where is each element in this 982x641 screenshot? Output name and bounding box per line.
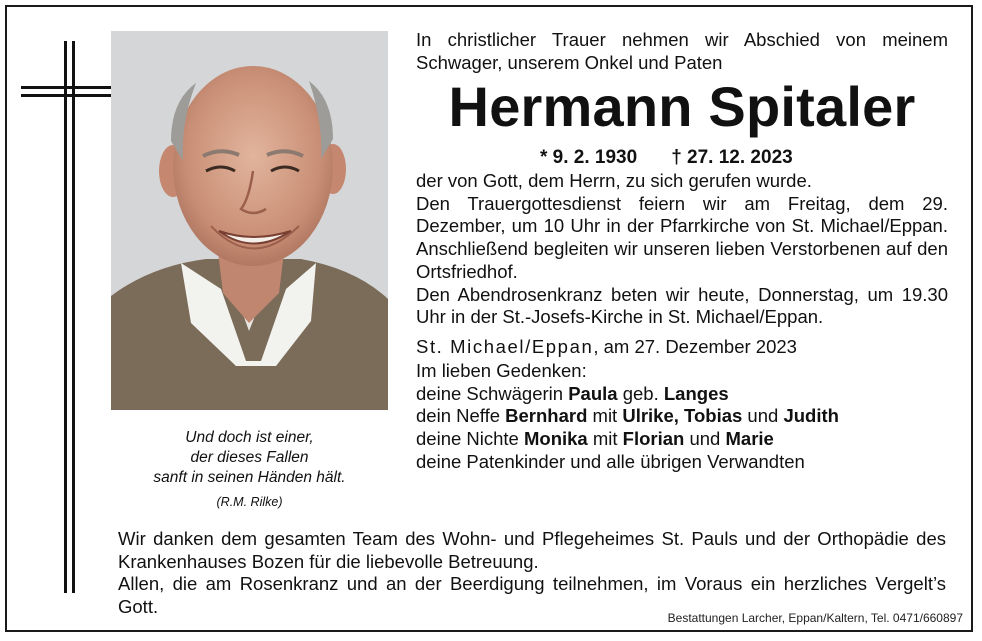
death-date: † 27. 12. 2023 (671, 147, 793, 168)
thanks-paragraph: Allen, die am Rosenkranz und an der Beerdigung teilnehmen, im Voraus ein herzliches Vergelt’s Gott. (118, 573, 946, 617)
quote-line: Und doch ist einer, (185, 429, 314, 446)
quote-source: (R.M. Rilke) (216, 495, 283, 509)
memory-heading: Im lieben Gedenken: (416, 359, 587, 381)
quote-line: sanft in seinen Händen hält. (153, 469, 346, 486)
place-date (416, 335, 948, 358)
mourner-line (416, 383, 948, 406)
mourner-name: Langes (663, 382, 729, 404)
called-text: der von Gott, dem Herrn, zu sich gerufen wurde. (416, 170, 812, 191)
notice-text (416, 28, 948, 473)
mourner-name: Bernhard (505, 405, 588, 427)
mourner-text: mit (587, 405, 623, 427)
intro-text: In christlicher Trauer nehmen wir Abschied von meinem Schwager, unserem Onkel und Paten (416, 29, 948, 73)
mourner-relation: dein Neffe (416, 405, 506, 427)
place-name: St. Michael/Eppan (416, 335, 594, 357)
mourner-line: deine Patenkinder und alle übrigen Verwandten (416, 450, 805, 472)
thanks-text (118, 528, 946, 618)
mourner-text: und (684, 428, 726, 450)
life-dates (416, 146, 948, 170)
mourner-text: mit (587, 428, 623, 450)
mourner-name: Monika (523, 428, 588, 450)
mourner-line (416, 428, 948, 451)
mourner-relation: deine Schwägerin (416, 382, 569, 404)
mourner-text: geb. (617, 382, 664, 404)
obituary-frame (5, 5, 973, 632)
service-text: Den Trauergottesdienst feiern wir am Freitag, dem 29. Dezember, um 10 Uhr in der Pfarrkirche von St. Michael/Eppan. Anschließend begleiten wir unseren lieben Verstorbenen auf den Ortsfriedhof. (416, 192, 948, 282)
quote-line: der dieses Fallen (190, 449, 309, 466)
mourner-name: Marie (725, 428, 774, 450)
rilke-quote (112, 428, 387, 512)
rosary-text: Den Abendrosenkranz beten wir heute, Donnerstag, um 19.30 Uhr in der St.-Josefs-Kirche in St. Michael/Eppan. (416, 283, 948, 328)
mourner-line (416, 405, 948, 428)
thanks-paragraph: Wir danken dem gesamten Team des Wohn- und Pflegeheimes St. Pauls und der Orthopädie des Krankenhauses Bozen für die liebevolle Betreuung. (118, 528, 946, 572)
mourner-name: Florian (622, 428, 685, 450)
latin-cross-icon (21, 41, 115, 593)
portrait-photo (111, 31, 388, 410)
mourner-name: Judith (783, 405, 839, 427)
birth-date: * 9. 2. 1930 (540, 147, 638, 168)
mourner-name: Paula (568, 382, 618, 404)
mourner-relation: deine Nichte (416, 428, 524, 450)
notice-date: , am 27. Dezember 2023 (593, 335, 797, 357)
mourner-name: Ulrike, Tobias (622, 405, 743, 427)
deceased-name: Hermann Spitaler (448, 75, 916, 138)
mourners-list (416, 360, 948, 474)
mourner-text: und (742, 405, 784, 427)
funeral-home-credit: Bestattungen Larcher, Eppan/Kaltern, Tel. 0471/660897 (667, 611, 963, 625)
